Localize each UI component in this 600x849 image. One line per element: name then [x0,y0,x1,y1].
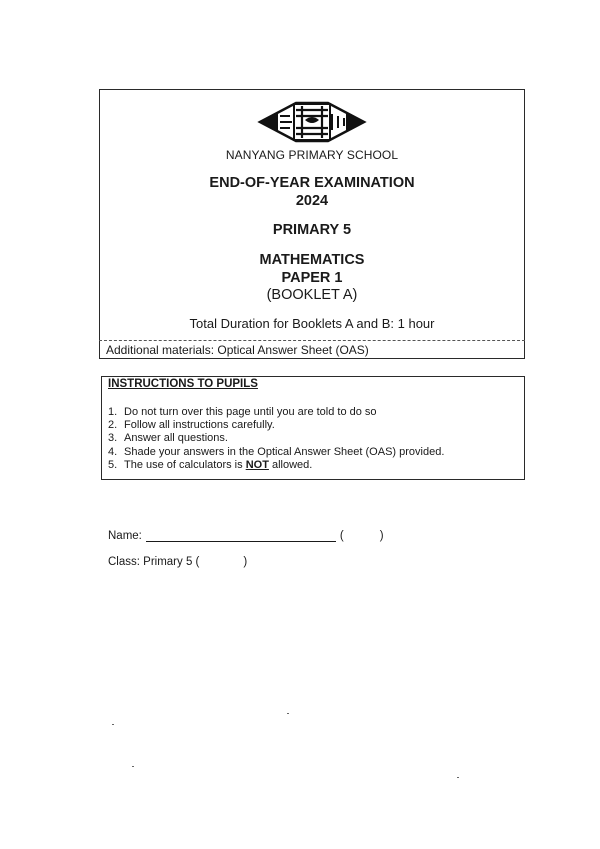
instructions-heading: INSTRUCTIONS TO PUPILS [108,378,258,390]
instruction-item [108,419,444,432]
instruction-item [108,432,444,445]
name-label: Name: [108,530,142,542]
scan-speck [457,777,459,778]
instruction-text: Answer all questions. [124,432,228,445]
exam-year: 2024 [295,193,329,209]
scan-speck [287,713,289,714]
level-title: PRIMARY 5 [272,222,352,238]
name-row [108,530,384,542]
subject-title: MATHEMATICS [259,252,365,268]
instruction-text-end: allowed. [271,458,313,471]
register-number-field[interactable]: ( ) [339,530,384,542]
instruction-item [108,406,444,419]
name-field[interactable] [146,531,336,542]
additional-materials: Additional materials: Optical Answer Sheet (OAS) [106,343,369,357]
school-name: NANYANG PRIMARY SCHOOL [225,148,399,162]
school-logo-icon [256,96,368,144]
materials-divider [99,340,525,341]
instruction-text: Shade your answers in the Optical Answer Sheet (OAS) provided. [124,445,445,458]
instruction-number: 4. [108,445,118,458]
instruction-text: Follow all instructions carefully. [124,419,275,432]
class-row: Class: Primary 5 ( ) [108,556,248,568]
paper-title: PAPER 1 [281,270,343,286]
instruction-number: 5. [108,458,118,471]
instruction-number: 2. [108,419,118,432]
exam-title: END-OF-YEAR EXAMINATION [209,175,415,191]
class-label: Class: Primary 5 ( [108,556,200,568]
instruction-number: 1. [108,406,118,418]
scan-speck [112,724,114,725]
instruction-item [108,459,444,472]
instruction-item [108,446,444,459]
emphasis-not: NOT [245,458,269,471]
instruction-text: The use of calculators is [124,458,243,471]
scan-speck [132,766,134,767]
duration-text: Total Duration for Booklets A and B: 1 hour [189,316,435,331]
booklet-title: (BOOKLET A) [266,287,358,303]
instruction-number: 3. [108,432,118,445]
instructions-list [108,406,444,472]
instruction-text: Do not turn over this page until you are told to do so [124,406,377,418]
